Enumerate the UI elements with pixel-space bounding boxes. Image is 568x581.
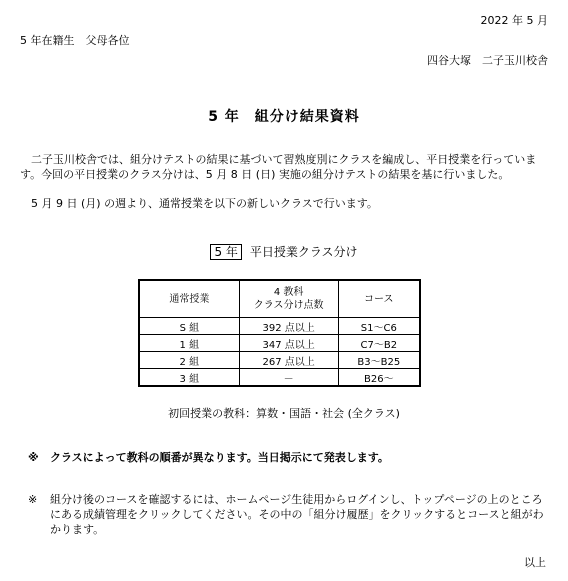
- table-row: [139, 352, 420, 369]
- table-row: [139, 335, 420, 352]
- table-header-row: [139, 280, 420, 318]
- cell-score: 347 点以上: [239, 335, 338, 352]
- section-subtitle: [0, 243, 568, 260]
- sender-line: 四谷大塚 二子玉川校舎: [427, 54, 548, 67]
- cell-score: 392 点以上: [239, 318, 338, 335]
- subtitle-text: 平日授業クラス分け: [249, 245, 358, 259]
- recipient-line: 5 年在籍生 父母各位: [20, 34, 130, 47]
- note-mark: ※: [28, 451, 39, 464]
- cell-course: B26～: [338, 369, 420, 387]
- first-class-subjects: 初回授業の教科：算数・国語・社会 (全クラス): [168, 407, 400, 420]
- header-regular-class: 通常授業: [139, 280, 239, 318]
- cell-class: 2 組: [139, 352, 239, 369]
- cell-class: S 組: [139, 318, 239, 335]
- cell-course: S1～C6: [338, 318, 420, 335]
- closing-mark: 以上: [524, 556, 546, 569]
- header-score-line2: クラス分け点数: [253, 300, 324, 311]
- cell-course: C7～B2: [338, 335, 420, 352]
- cell-class: 3 組: [139, 369, 239, 387]
- grade-box: 5 年: [210, 244, 241, 260]
- note-text: 組分け後のコースを確認するには、ホームページ生徒用からログインし、トップページの上のところにある成績管理をクリックしてください。その中の「組分け履歴」をクリックするとコースと組がわかります。: [50, 493, 544, 536]
- cell-course: B3～B25: [338, 352, 420, 369]
- header-course: コース: [338, 280, 420, 318]
- header-score: [239, 280, 338, 318]
- schedule-paragraph: 5 月 9 日 (月) の週より、通常授業を以下の新しいクラスで行います。: [31, 197, 378, 210]
- table-row: [139, 369, 420, 387]
- cell-class: 1 組: [139, 335, 239, 352]
- document-date: 2022 年 5 月: [480, 14, 548, 27]
- note-mark: ※: [28, 493, 38, 506]
- class-table: [138, 279, 421, 387]
- cell-score: －: [239, 369, 338, 387]
- intro-paragraph: 二子玉川校舎では、組分けテストの結果に基づいて習熟度別にクラスを編成し、平日授業を行っています。今回の平日授業のクラス分けは、5 月 8 日 (日) 実施の組分けテストの結果を基に行いました。: [20, 153, 537, 181]
- header-score-line1: 4 教科: [273, 287, 304, 298]
- table-row: [139, 318, 420, 335]
- document-title: 5 年 組分け結果資料: [208, 109, 360, 125]
- cell-score: 267 点以上: [239, 352, 338, 369]
- note-text: クラスによって教科の順番が異なります。当日掲示にて発表します。: [50, 451, 389, 464]
